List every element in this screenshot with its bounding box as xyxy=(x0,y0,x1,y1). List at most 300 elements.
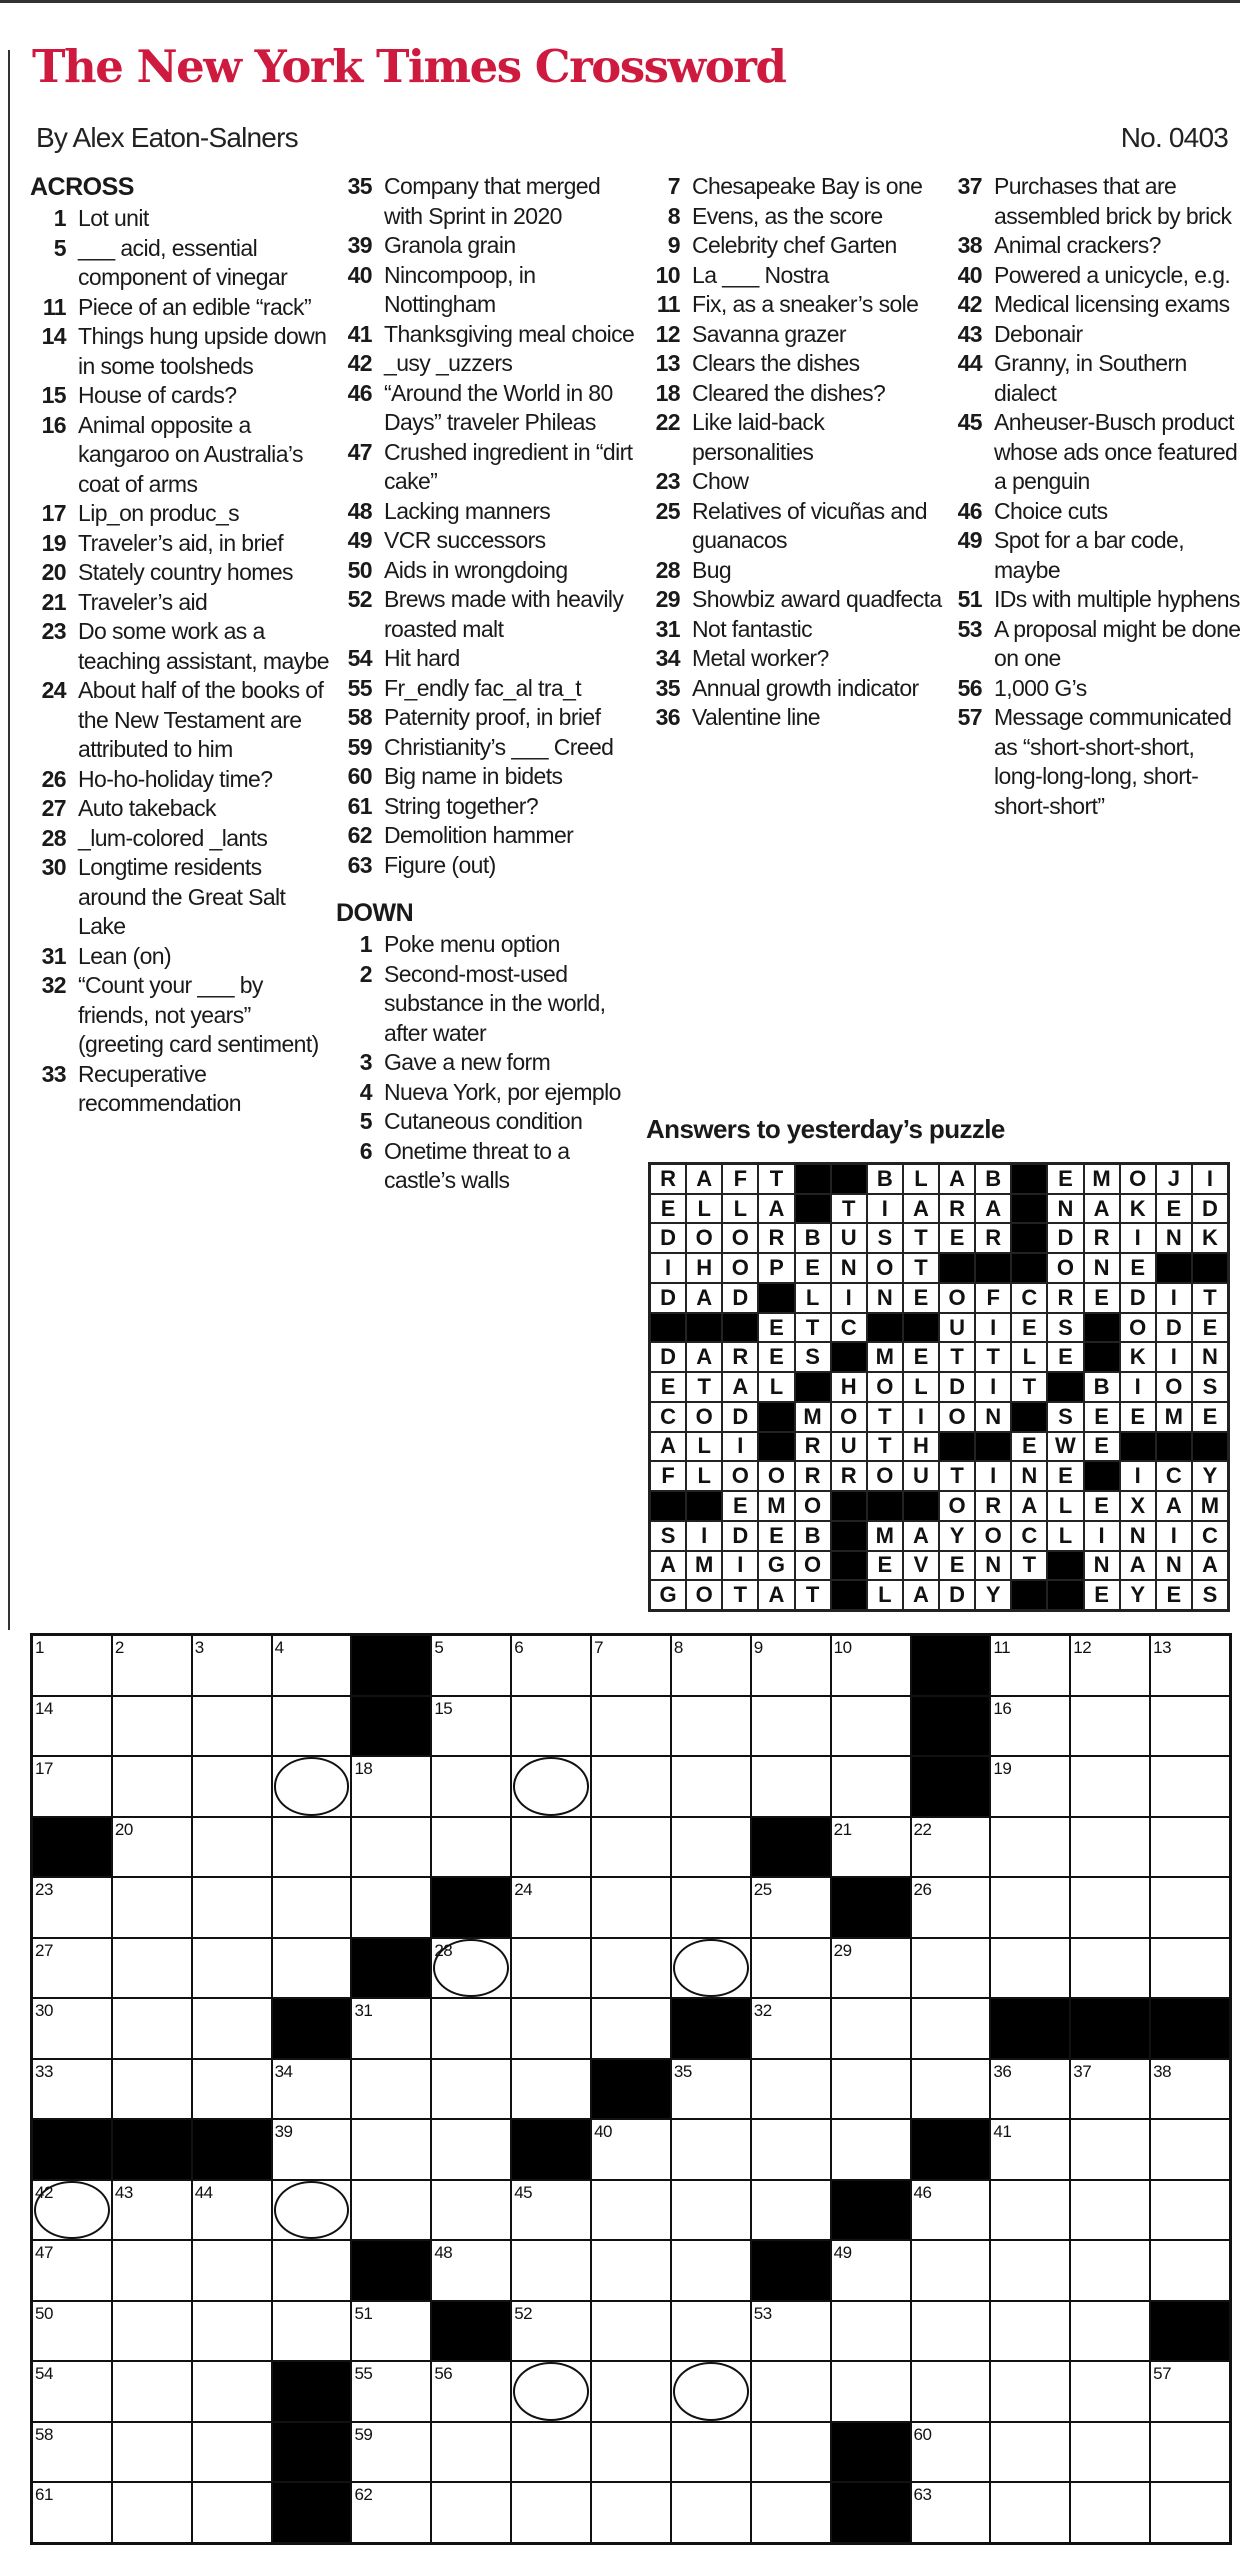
clue-number: 2 xyxy=(359,960,372,987)
grid-cell[interactable] xyxy=(1070,1756,1150,1817)
clue-text: Choice cuts xyxy=(994,497,1108,524)
grid-cell[interactable] xyxy=(112,1877,192,1938)
grid-cell[interactable] xyxy=(192,2180,272,2241)
clue-text: Message communicated as “short-short-short, long-long-long, short-short-short” xyxy=(994,704,1232,819)
grid-cell[interactable] xyxy=(751,1877,831,1938)
grid-cell[interactable] xyxy=(671,2422,751,2483)
clue-number: 57 xyxy=(957,704,982,730)
answer-letter: E xyxy=(1192,1313,1228,1343)
grid-cell[interactable] xyxy=(351,2361,431,2422)
grid-cell[interactable] xyxy=(511,1635,591,1696)
grid-cell[interactable] xyxy=(112,1635,192,1696)
answer-black-square xyxy=(758,1283,794,1313)
grid-cell[interactable] xyxy=(511,1817,591,1878)
grid-cell[interactable] xyxy=(591,1877,671,1938)
grid-cell[interactable] xyxy=(990,1877,1070,1938)
across-clue xyxy=(30,588,330,618)
grid-cell[interactable] xyxy=(1070,2361,1150,2422)
grid-cell[interactable] xyxy=(511,2361,591,2422)
clue-number: 30 xyxy=(41,854,66,880)
answer-letter: O xyxy=(686,1223,722,1253)
grid-cell[interactable] xyxy=(351,2482,431,2543)
grid-cell[interactable] xyxy=(32,1877,112,1938)
grid-cell[interactable] xyxy=(591,2301,671,2362)
grid-cell[interactable] xyxy=(751,1756,831,1817)
grid-cell[interactable] xyxy=(1070,1938,1150,1999)
grid-cell[interactable] xyxy=(431,1696,511,1757)
cell-number: 35 xyxy=(673,2061,692,2081)
across-clue xyxy=(336,526,636,556)
clue-text: Traveler’s aid, in brief xyxy=(78,529,284,556)
clue-text: Poke menu option xyxy=(384,931,560,957)
across-clue xyxy=(30,942,330,972)
grid-cell[interactable] xyxy=(1150,1756,1230,1817)
across-clue xyxy=(30,381,330,411)
grid-cell[interactable] xyxy=(32,2422,112,2483)
grid-cell[interactable] xyxy=(272,1817,352,1878)
grid-cell[interactable] xyxy=(591,1998,671,2059)
grid-cell[interactable] xyxy=(911,2240,991,2301)
grid-cell[interactable] xyxy=(511,1696,591,1757)
clue-text: Crushed ingredient in “dirt cake” xyxy=(384,438,633,494)
black-square xyxy=(431,2301,511,2362)
grid-cell[interactable] xyxy=(751,2361,831,2422)
answer-letter: M xyxy=(867,1342,903,1372)
grid-cell[interactable] xyxy=(112,2059,192,2120)
grid-cell[interactable] xyxy=(511,2482,591,2543)
grid-cell[interactable] xyxy=(112,2482,192,2543)
grid-cell[interactable] xyxy=(1150,2180,1230,2241)
grid-cell[interactable] xyxy=(671,1696,751,1757)
answer-letter: T xyxy=(758,1164,794,1194)
grid-cell[interactable] xyxy=(671,1817,751,1878)
answer-black-square xyxy=(650,1491,686,1521)
down-clue xyxy=(336,1078,636,1108)
across-clue xyxy=(30,204,330,234)
grid-cell[interactable] xyxy=(431,2240,511,2301)
answer-letter: N xyxy=(1084,1551,1120,1581)
grid-cell[interactable] xyxy=(990,1817,1070,1878)
grid-cell[interactable] xyxy=(32,1938,112,1999)
grid-cell[interactable] xyxy=(431,2361,511,2422)
grid-cell[interactable] xyxy=(1070,2422,1150,2483)
grid-cell[interactable] xyxy=(831,1817,911,1878)
grid-cell[interactable] xyxy=(1070,2180,1150,2241)
grid-cell[interactable] xyxy=(431,2422,511,2483)
black-square xyxy=(831,2180,911,2241)
grid-cell[interactable] xyxy=(1070,2482,1150,2543)
grid-cell[interactable] xyxy=(591,2422,671,2483)
grid-cell[interactable] xyxy=(1070,1696,1150,1757)
grid-cell[interactable] xyxy=(351,1817,431,1878)
answer-black-square xyxy=(1047,1372,1083,1402)
grid-cell[interactable] xyxy=(272,1877,352,1938)
clue-number: 32 xyxy=(41,972,66,998)
black-square xyxy=(1150,2301,1230,2362)
grid-cell[interactable] xyxy=(831,2119,911,2180)
grid-cell[interactable] xyxy=(192,1938,272,1999)
answer-letter: A xyxy=(1192,1551,1228,1581)
answer-letter: O xyxy=(1120,1313,1156,1343)
grid-cell[interactable] xyxy=(112,2361,192,2422)
grid-cell[interactable] xyxy=(192,2240,272,2301)
answer-letter: O xyxy=(758,1461,794,1491)
grid-cell[interactable] xyxy=(911,2301,991,2362)
grid-cell[interactable] xyxy=(1150,1877,1230,1938)
grid-cell[interactable] xyxy=(990,2180,1070,2241)
grid-cell[interactable] xyxy=(32,2482,112,2543)
grid-cell[interactable] xyxy=(272,1756,352,1817)
grid-cell[interactable] xyxy=(192,2482,272,2543)
grid-cell[interactable] xyxy=(112,1938,192,1999)
grid-cell[interactable] xyxy=(751,1938,831,1999)
grid-cell[interactable] xyxy=(591,1635,671,1696)
answer-letter: O xyxy=(867,1461,903,1491)
grid-cell[interactable] xyxy=(112,1756,192,1817)
grid-cell[interactable] xyxy=(751,2059,831,2120)
clue-number: 61 xyxy=(347,792,372,819)
answer-letter: A xyxy=(1084,1194,1120,1224)
black-square xyxy=(671,1998,751,2059)
grid-cell[interactable] xyxy=(671,2301,751,2362)
grid-cell[interactable] xyxy=(32,2301,112,2362)
answer-letter: O xyxy=(939,1491,975,1521)
answer-letter: T xyxy=(1011,1551,1047,1581)
grid-cell[interactable] xyxy=(831,1756,911,1817)
clue-number: 47 xyxy=(347,438,372,465)
answer-letter: I xyxy=(722,1432,758,1462)
grid-cell[interactable] xyxy=(751,2180,831,2241)
cell-number: 2 xyxy=(114,1638,124,1657)
answer-black-square xyxy=(795,1164,831,1194)
grid-cell[interactable] xyxy=(351,2180,431,2241)
grid-cell[interactable] xyxy=(1070,2301,1150,2362)
grid-cell[interactable] xyxy=(1150,2059,1230,2120)
cell-number: 53 xyxy=(753,2303,772,2323)
grid-cell[interactable] xyxy=(112,1998,192,2059)
across-clue xyxy=(30,676,330,765)
clue-text: Evens, as the score xyxy=(692,202,883,229)
grid-cell[interactable] xyxy=(112,1817,192,1878)
grid-cell[interactable] xyxy=(112,2301,192,2362)
grid-cell[interactable] xyxy=(990,1756,1070,1817)
grid-cell[interactable] xyxy=(831,1696,911,1757)
grid-cell[interactable] xyxy=(431,2059,511,2120)
grid-cell[interactable] xyxy=(591,1817,671,1878)
across-clue xyxy=(336,231,636,261)
grid-cell[interactable] xyxy=(192,1817,272,1878)
answer-black-square xyxy=(795,1194,831,1224)
grid-cell[interactable] xyxy=(751,1635,831,1696)
grid-cell[interactable] xyxy=(32,1756,112,1817)
grid-cell[interactable] xyxy=(192,1635,272,1696)
grid-cell[interactable] xyxy=(911,2059,991,2120)
grid-cell[interactable] xyxy=(911,1877,991,1938)
answer-black-square xyxy=(867,1491,903,1521)
answer-letter: F xyxy=(975,1283,1011,1313)
grid-cell[interactable] xyxy=(431,2119,511,2180)
clue-number: 39 xyxy=(347,232,372,258)
grid-cell[interactable] xyxy=(272,2059,352,2120)
grid-cell[interactable] xyxy=(591,2482,671,2543)
clue-text: Not fantastic xyxy=(692,615,813,642)
grid-cell[interactable] xyxy=(911,1817,991,1878)
grid-cell[interactable] xyxy=(1150,2482,1230,2543)
grid-cell[interactable] xyxy=(431,1817,511,1878)
answer-letter: E xyxy=(867,1551,903,1581)
answer-letter: I xyxy=(831,1283,867,1313)
clue-number: 18 xyxy=(655,379,680,406)
cell-number: 58 xyxy=(35,2424,53,2444)
grid-cell[interactable] xyxy=(831,1998,911,2059)
answer-letter: C xyxy=(650,1402,686,1432)
grid-cell[interactable] xyxy=(272,2180,352,2241)
grid-cell[interactable] xyxy=(1070,1877,1150,1938)
grid-cell[interactable] xyxy=(751,1998,831,2059)
grid-cell[interactable] xyxy=(1150,2361,1230,2422)
grid-cell[interactable] xyxy=(112,2180,192,2241)
across-clue xyxy=(336,792,636,822)
clue-number: 11 xyxy=(656,291,680,317)
answer-letter: I xyxy=(975,1313,1011,1343)
grid-cell[interactable] xyxy=(911,2482,991,2543)
grid-cell[interactable] xyxy=(591,1756,671,1817)
grid-cell[interactable] xyxy=(351,2301,431,2362)
answer-letter: L xyxy=(867,1580,903,1610)
grid-cell[interactable] xyxy=(911,2422,991,2483)
clue-text: IDs with multiple hyphens xyxy=(994,586,1240,612)
grid-cell[interactable] xyxy=(831,2301,911,2362)
answer-letter: T xyxy=(1192,1283,1228,1313)
grid-cell[interactable] xyxy=(272,1635,352,1696)
grid-cell[interactable] xyxy=(351,1998,431,2059)
grid-cell[interactable] xyxy=(1150,1817,1230,1878)
answer-letter: E xyxy=(1084,1580,1120,1610)
answer-black-square xyxy=(1047,1580,1083,1610)
grid-cell[interactable] xyxy=(192,1696,272,1757)
grid-cell[interactable] xyxy=(351,2059,431,2120)
across-clue xyxy=(30,558,330,588)
down-clue xyxy=(644,585,944,615)
grid-cell[interactable] xyxy=(990,1635,1070,1696)
grid-cell[interactable] xyxy=(112,2240,192,2301)
grid-cell[interactable] xyxy=(1070,2119,1150,2180)
answer-black-square xyxy=(1011,1194,1047,1224)
grid-cell[interactable] xyxy=(911,2180,991,2241)
grid-cell[interactable] xyxy=(112,1696,192,1757)
answer-letter: D xyxy=(939,1372,975,1402)
grid-cell[interactable] xyxy=(511,2180,591,2241)
answer-black-square xyxy=(831,1164,867,1194)
clue-text: ___ acid, essential component of vinegar xyxy=(78,234,288,290)
grid-cell[interactable] xyxy=(751,1696,831,1757)
grid-cell[interactable] xyxy=(1070,1817,1150,1878)
grid-cell[interactable] xyxy=(1070,1635,1150,1696)
answer-letter: L xyxy=(686,1194,722,1224)
grid-cell[interactable] xyxy=(911,2361,991,2422)
grid-cell[interactable] xyxy=(831,2059,911,2120)
down-clue xyxy=(946,261,1246,291)
answer-letter: I xyxy=(1156,1521,1192,1551)
down-clue xyxy=(946,320,1246,350)
grid-cell[interactable] xyxy=(591,1696,671,1757)
answer-letter: R xyxy=(831,1461,867,1491)
cell-number: 20 xyxy=(114,1819,133,1839)
grid-cell[interactable] xyxy=(671,1756,751,1817)
grid-cell[interactable] xyxy=(431,1635,511,1696)
across-clue xyxy=(336,172,636,231)
grid-cell[interactable] xyxy=(351,1877,431,1938)
grid-cell[interactable] xyxy=(192,2422,272,2483)
grid-cell[interactable] xyxy=(831,2240,911,2301)
grid-cell[interactable] xyxy=(511,1938,591,1999)
grid-cell[interactable] xyxy=(990,2059,1070,2120)
grid-cell[interactable] xyxy=(351,2119,431,2180)
answer-letter: A xyxy=(686,1164,722,1194)
clue-number: 62 xyxy=(347,822,372,848)
clue-text: Lot unit xyxy=(78,205,149,231)
grid-cell[interactable] xyxy=(1150,2422,1230,2483)
grid-cell[interactable] xyxy=(671,2361,751,2422)
grid-cell[interactable] xyxy=(751,2119,831,2180)
grid-cell[interactable] xyxy=(511,2422,591,2483)
grid-cell[interactable] xyxy=(831,1938,911,1999)
grid-cell[interactable] xyxy=(431,2180,511,2241)
grid-cell[interactable] xyxy=(351,2422,431,2483)
grid-cell[interactable] xyxy=(1150,2119,1230,2180)
answer-letter: K xyxy=(1120,1194,1156,1224)
grid-cell[interactable] xyxy=(671,2180,751,2241)
grid-cell[interactable] xyxy=(990,2301,1070,2362)
across-clue xyxy=(336,733,636,763)
grid-cell[interactable] xyxy=(671,2482,751,2543)
clue-text: Celebrity chef Garten xyxy=(692,232,897,258)
grid-cell[interactable] xyxy=(1150,1635,1230,1696)
grid-cell[interactable] xyxy=(192,1998,272,2059)
grid-cell[interactable] xyxy=(990,1938,1070,1999)
grid-cell[interactable] xyxy=(192,1877,272,1938)
grid-cell[interactable] xyxy=(32,2180,112,2241)
clue-number: 13 xyxy=(655,350,680,376)
grid-cell[interactable] xyxy=(511,2301,591,2362)
grid-cell[interactable] xyxy=(831,1635,911,1696)
clue-text: Powered a unicycle, e.g. xyxy=(994,261,1231,288)
grid-cell[interactable] xyxy=(272,2301,352,2362)
grid-cell[interactable] xyxy=(1070,2059,1150,2120)
grid-cell[interactable] xyxy=(671,2119,751,2180)
grid-cell[interactable] xyxy=(192,1756,272,1817)
grid-cell[interactable] xyxy=(990,2240,1070,2301)
grid-cell[interactable] xyxy=(192,2361,272,2422)
grid-cell[interactable] xyxy=(431,1756,511,1817)
grid-cell[interactable] xyxy=(1150,2240,1230,2301)
across-clue xyxy=(30,617,330,676)
answer-letter: I xyxy=(686,1521,722,1551)
grid-cell[interactable] xyxy=(32,2361,112,2422)
grid-cell[interactable] xyxy=(32,1635,112,1696)
clue-text: Cleared the dishes? xyxy=(692,379,886,406)
grid-cell[interactable] xyxy=(192,2301,272,2362)
answer-letter: G xyxy=(650,1580,686,1610)
clue-text: Auto takeback xyxy=(78,795,216,821)
grid-cell[interactable] xyxy=(272,2119,352,2180)
grid-cell[interactable] xyxy=(671,1938,751,1999)
grid-cell[interactable] xyxy=(32,2059,112,2120)
grid-cell[interactable] xyxy=(990,1696,1070,1757)
grid-cell[interactable] xyxy=(671,2240,751,2301)
grid-cell[interactable] xyxy=(192,2059,272,2120)
answer-letter: E xyxy=(1156,1194,1192,1224)
grid-cell[interactable] xyxy=(351,1756,431,1817)
grid-cell[interactable] xyxy=(511,1877,591,1938)
grid-cell[interactable] xyxy=(272,1938,352,1999)
grid-cell[interactable] xyxy=(751,2422,831,2483)
grid-cell[interactable] xyxy=(671,1877,751,1938)
clue-number: 20 xyxy=(41,559,66,585)
grid-cell[interactable] xyxy=(32,1998,112,2059)
grid-cell[interactable] xyxy=(911,1998,991,2059)
grid-cell[interactable] xyxy=(511,2059,591,2120)
clue-number: 34 xyxy=(655,645,680,671)
grid-cell[interactable] xyxy=(32,1696,112,1757)
grid-cell[interactable] xyxy=(431,1938,511,1999)
grid-cell[interactable] xyxy=(671,2059,751,2120)
grid-cell[interactable] xyxy=(990,2119,1070,2180)
cell-number: 32 xyxy=(753,2001,772,2021)
grid-cell[interactable] xyxy=(751,2301,831,2362)
grid-cell[interactable] xyxy=(751,2482,831,2543)
answer-letter: E xyxy=(939,1551,975,1581)
grid-cell[interactable] xyxy=(1150,1696,1230,1757)
grid-cell[interactable] xyxy=(511,1756,591,1817)
grid-cell[interactable] xyxy=(112,2422,192,2483)
puzzle-number: No. 0403 xyxy=(1120,122,1228,153)
grid-cell[interactable] xyxy=(511,1998,591,2059)
grid-cell[interactable] xyxy=(1150,1938,1230,1999)
answer-letter: M xyxy=(1192,1491,1228,1521)
grid-cell[interactable] xyxy=(591,2119,671,2180)
grid-cell[interactable] xyxy=(831,2361,911,2422)
grid-cell[interactable] xyxy=(911,1938,991,1999)
clue-number: 1 xyxy=(53,205,66,231)
grid-cell[interactable] xyxy=(431,1998,511,2059)
cell-number: 11 xyxy=(993,1638,1011,1657)
grid-cell[interactable] xyxy=(591,1938,671,1999)
down-clue xyxy=(946,585,1246,615)
black-square xyxy=(911,1696,991,1757)
grid-cell[interactable] xyxy=(431,2482,511,2543)
grid-cell[interactable] xyxy=(511,2240,591,2301)
grid-cell[interactable] xyxy=(990,2361,1070,2422)
grid-cell[interactable] xyxy=(272,2240,352,2301)
black-square xyxy=(351,1938,431,1999)
grid-cell[interactable] xyxy=(591,2180,671,2241)
grid-cell[interactable] xyxy=(990,2422,1070,2483)
grid-cell[interactable] xyxy=(1070,2240,1150,2301)
down-clue xyxy=(336,930,636,960)
answer-letter: E xyxy=(650,1194,686,1224)
cell-number: 49 xyxy=(833,2243,852,2263)
grid-cell[interactable] xyxy=(990,2482,1070,2543)
clue-column-1 xyxy=(30,172,330,1119)
grid-cell[interactable] xyxy=(591,2361,671,2422)
grid-cell[interactable] xyxy=(591,2240,671,2301)
grid-cell[interactable] xyxy=(272,1696,352,1757)
grid-cell[interactable] xyxy=(671,1635,751,1696)
grid-cell[interactable] xyxy=(32,2240,112,2301)
clue-number: 9 xyxy=(667,232,680,258)
down-clue xyxy=(946,349,1246,408)
